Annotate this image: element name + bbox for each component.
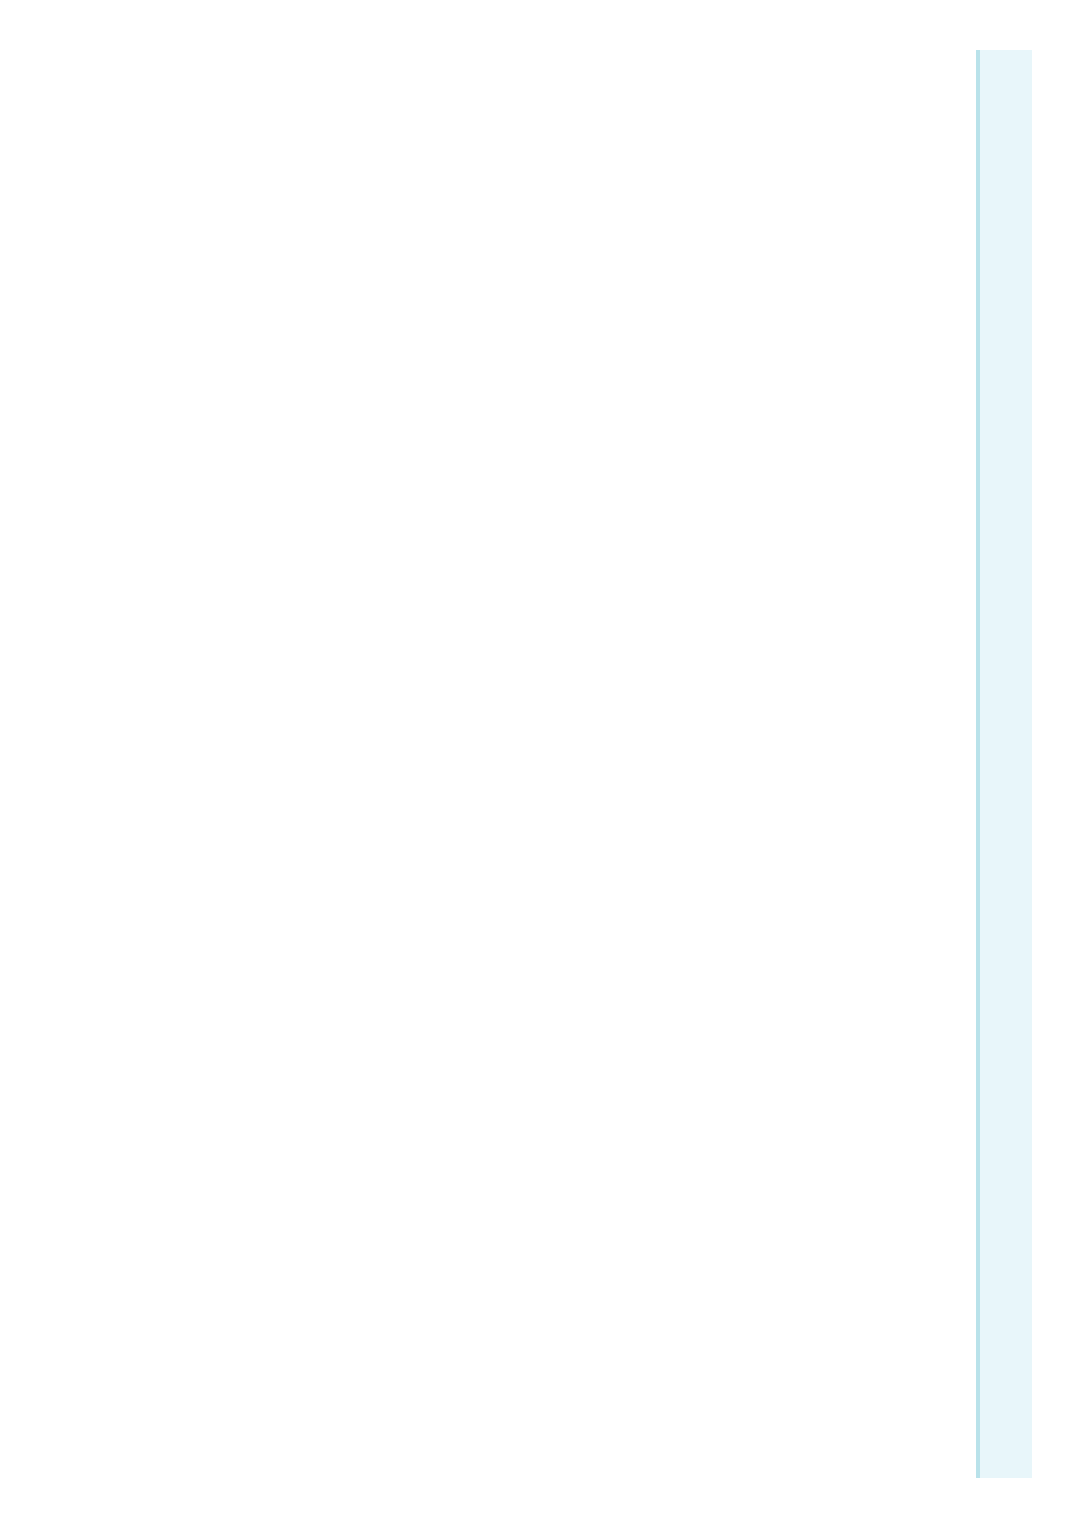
right-margin-stripe (976, 50, 1032, 1478)
document-content (95, 46, 843, 75)
